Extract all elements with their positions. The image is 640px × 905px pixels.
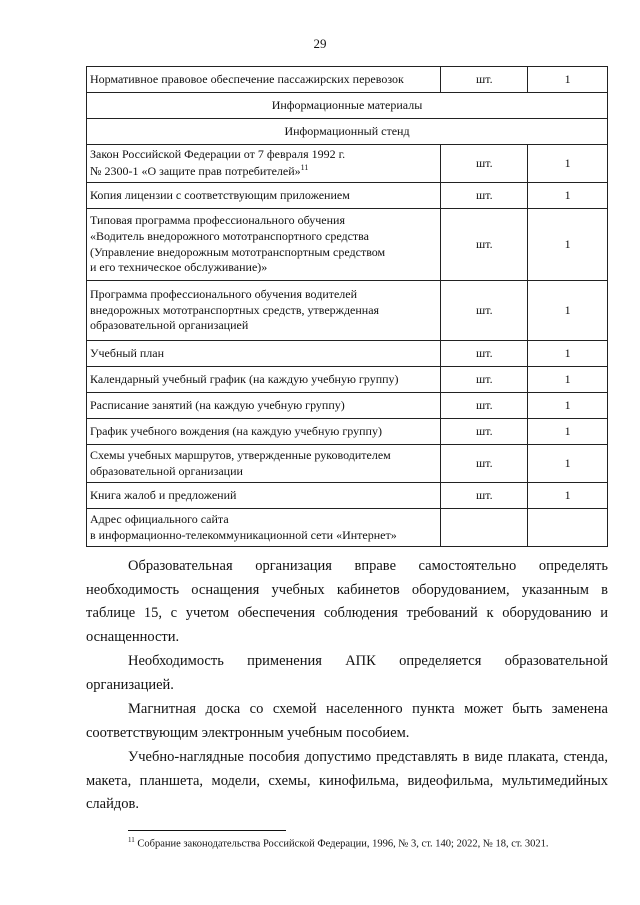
item-name-cell xyxy=(87,509,441,547)
item-name-cell xyxy=(87,419,441,445)
quantity-cell: 1 xyxy=(528,281,608,341)
quantity-cell: 1 xyxy=(528,445,608,483)
item-name-line: № 2300-1 «О защите прав потребителей» xyxy=(90,164,301,178)
item-name-line: Учебный план xyxy=(90,345,165,360)
quantity-cell: 1 xyxy=(528,483,608,509)
table-section-heading: Информационные материалы xyxy=(87,93,608,119)
table-row xyxy=(87,419,608,445)
paragraph-4: Учебно-наглядные пособия допустимо представлять в виде плаката, стенда, макета, планшета, модели, схемы, кинофильма, видеофильма, мультимедийных слайдов. xyxy=(86,749,608,812)
item-name-cell xyxy=(87,281,441,341)
paragraph-2: Необходимость применения АПК определяется образовательной организацией. xyxy=(86,653,608,693)
unit-cell: шт. xyxy=(441,67,528,93)
item-name-line: Типовая программа профессионального обучения xyxy=(90,213,345,228)
item-name-line: График учебного вождения (на каждую учебную группу) xyxy=(90,423,382,438)
item-name-line: (Управление внедорожным мототранспортным средством xyxy=(90,244,386,259)
table-row xyxy=(87,119,608,145)
table-row xyxy=(87,67,608,93)
item-name-line: Программа профессионального обучения водителей xyxy=(90,287,358,302)
quantity-cell xyxy=(528,509,608,547)
item-name-cell xyxy=(87,183,441,209)
footnote-text: Собрание законодательства Российской Федерации, 1996, № 3, ст. 140; 2022, № 18, ст. 3021. xyxy=(137,838,549,850)
table-row xyxy=(87,393,608,419)
item-name-line: Копия лицензии с соответствующим приложением xyxy=(90,187,350,202)
item-name-line: Расписание занятий (на каждую учебную группу) xyxy=(90,397,345,412)
table-row xyxy=(87,445,608,483)
item-name-cell xyxy=(87,367,441,393)
quantity-cell: 1 xyxy=(528,209,608,281)
item-name-line: образовательной организацией xyxy=(90,318,249,333)
table-section-heading: Информационный стенд xyxy=(87,119,608,145)
item-name-cell xyxy=(87,445,441,483)
table-row xyxy=(87,509,608,547)
item-name-line: Закон Российской Федерации от 7 февраля 1992 г. xyxy=(90,147,346,162)
equipment-table-body xyxy=(87,67,608,547)
table-row xyxy=(87,145,608,183)
item-name-line: внедорожных мототранспортных средств, утвержденная xyxy=(90,302,380,317)
table-row xyxy=(87,367,608,393)
unit-cell: шт. xyxy=(441,367,528,393)
item-name-cell xyxy=(87,341,441,367)
footnote-divider xyxy=(128,830,286,831)
item-name-line: Нормативное правовое обеспечение пассажирских перевозок xyxy=(90,71,404,86)
unit-cell xyxy=(441,509,528,547)
unit-cell: шт. xyxy=(441,145,528,183)
item-name-line: Схемы учебных маршрутов, утвержденные руководителем xyxy=(90,447,391,462)
table-row xyxy=(87,281,608,341)
item-name-line: в информационно-телекоммуникационной сети «Интернет» xyxy=(90,527,397,542)
table-row xyxy=(87,483,608,509)
item-name-line: Книга жалоб и предложений xyxy=(90,487,237,502)
unit-cell: шт. xyxy=(441,183,528,209)
page-number: 29 xyxy=(313,36,327,51)
item-name-line: Адрес официального сайта xyxy=(90,511,229,526)
quantity-cell: 1 xyxy=(528,341,608,367)
quantity-cell: 1 xyxy=(528,419,608,445)
unit-cell: шт. xyxy=(441,209,528,281)
item-name-line: и его техническое обслуживание)» xyxy=(90,260,268,275)
item-name-cell xyxy=(87,145,441,183)
paragraph-3: Магнитная доска со схемой населенного пункта может быть заменена соответствующим электронным учебным пособием. xyxy=(86,701,608,741)
unit-cell: шт. xyxy=(441,445,528,483)
item-name-line: Календарный учебный график (на каждую учебную группу) xyxy=(90,371,399,386)
footnote-mark: 11 xyxy=(128,836,135,844)
footnote xyxy=(128,836,608,850)
item-name-cell xyxy=(87,483,441,509)
item-name-cell xyxy=(87,67,441,93)
unit-cell: шт. xyxy=(441,341,528,367)
item-name-line: «Водитель внедорожного мототранспортного средства xyxy=(90,228,369,243)
quantity-cell: 1 xyxy=(528,145,608,183)
quantity-cell: 1 xyxy=(528,367,608,393)
table-row xyxy=(87,93,608,119)
paragraph-1: Образовательная организация вправе самостоятельно определять необходимость оснащения учебных кабинетов оборудованием, указанным в таблице 15, с учетом обеспечения соблюдения требований к оборудованию и оснащенности. xyxy=(86,558,608,645)
quantity-cell: 1 xyxy=(528,393,608,419)
equipment-table xyxy=(86,66,608,547)
table-row xyxy=(87,209,608,281)
table-row xyxy=(87,183,608,209)
unit-cell: шт. xyxy=(441,419,528,445)
unit-cell: шт. xyxy=(441,393,528,419)
quantity-cell: 1 xyxy=(528,67,608,93)
unit-cell: шт. xyxy=(441,281,528,341)
quantity-cell: 1 xyxy=(528,183,608,209)
table-row xyxy=(87,341,608,367)
item-name-cell xyxy=(87,393,441,419)
footnote-reference: 11 xyxy=(300,163,309,172)
item-name-cell xyxy=(87,209,441,281)
item-name-line: образовательной организации xyxy=(90,463,243,478)
body-text xyxy=(86,555,608,817)
unit-cell: шт. xyxy=(441,483,528,509)
